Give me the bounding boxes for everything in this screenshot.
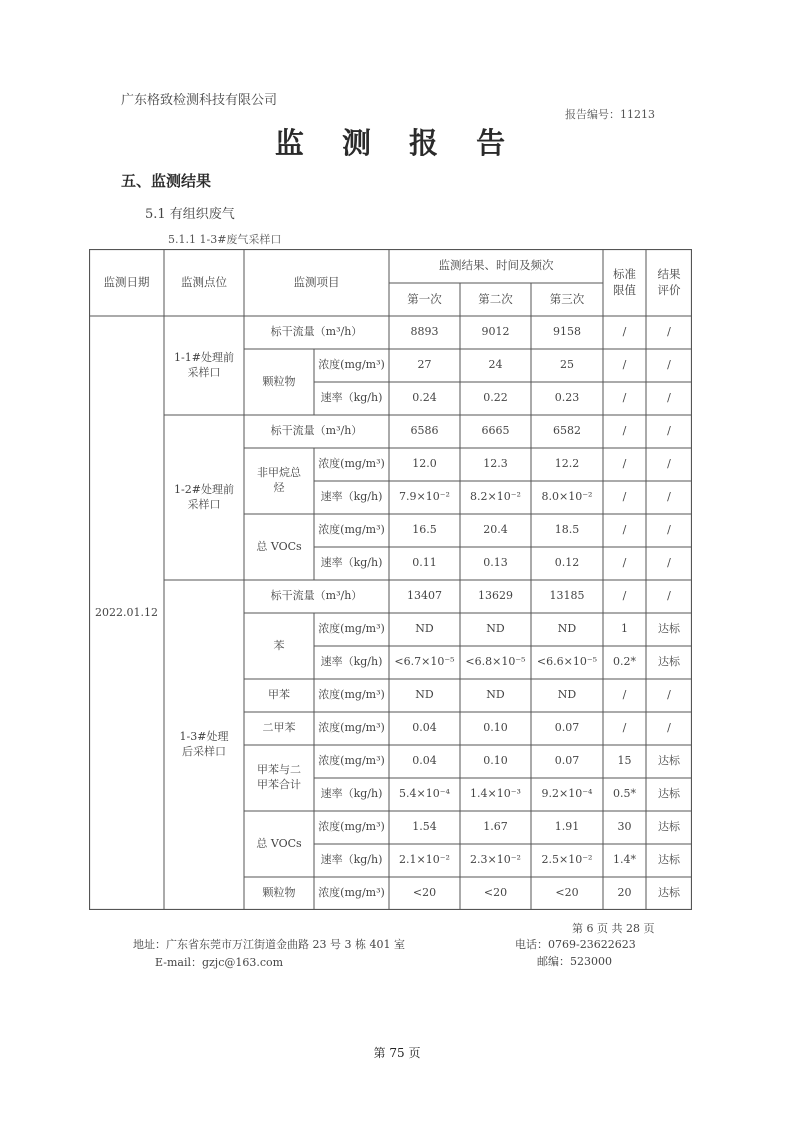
- value-first: 16.5: [412, 523, 437, 537]
- value-limit: 0.2*: [613, 655, 636, 669]
- param-rate: 速率（kg/h): [320, 556, 383, 570]
- value-first: 0.24: [412, 391, 437, 405]
- company-postcode: 邮编：523000: [537, 955, 612, 968]
- item-flow-3: 标干流量（m³/h）: [270, 589, 363, 603]
- value-first: ND: [415, 688, 434, 702]
- value-third: 0.23: [554, 391, 580, 405]
- value-eval: /: [667, 688, 671, 702]
- header-limit: 标准限值: [613, 266, 636, 297]
- value-limit: 15: [617, 754, 632, 768]
- value-eval: 达标: [658, 853, 680, 867]
- value-first: 27: [417, 358, 432, 372]
- value-third: 2.5×10⁻²: [541, 853, 593, 867]
- value-limit: /: [622, 358, 627, 372]
- value-limit: /: [622, 391, 627, 405]
- value-eval: 达标: [658, 655, 680, 669]
- param-rate: 速率（kg/h): [320, 391, 383, 405]
- value-first: <6.7×10⁻⁵: [394, 655, 455, 669]
- header-eval: 结果评价: [657, 266, 681, 297]
- value-eval: 达标: [658, 622, 680, 636]
- value-limit: 30: [617, 820, 632, 834]
- value-eval: 达标: [658, 886, 680, 900]
- param-conc: 浓度(mg/m³): [318, 457, 385, 471]
- value-second: 0.10: [483, 754, 508, 768]
- section-heading: 五、监测结果: [121, 172, 212, 190]
- value-third: <6.6×10⁻⁵: [536, 655, 598, 669]
- value-second: 12.3: [483, 457, 508, 471]
- value-limit: /: [622, 556, 627, 570]
- value-second: ND: [486, 622, 505, 636]
- value-limit: /: [622, 457, 627, 471]
- item-xylene: 二甲苯: [262, 721, 296, 735]
- value-first: 1.54: [412, 820, 437, 834]
- report-number: 报告编号：11213: [565, 108, 655, 121]
- item-particulate-1: 颗粒物: [262, 374, 296, 388]
- value-first: 0.11: [412, 556, 437, 570]
- value-second: 24: [488, 358, 503, 372]
- header-second: 第二次: [478, 291, 513, 306]
- param-conc: 浓度(mg/m³): [318, 721, 385, 735]
- value-limit: /: [622, 523, 627, 537]
- header-first: 第一次: [407, 291, 442, 306]
- value-eval: /: [667, 457, 671, 471]
- value-eval: 达标: [658, 754, 680, 768]
- param-rate: 速率（kg/h): [320, 655, 383, 669]
- point-1-3: 1-3#处理后采样口: [179, 730, 229, 758]
- item-nmhc: 非甲烷总烃: [257, 466, 301, 494]
- value-third: 25: [560, 358, 574, 372]
- value-second: 0.10: [483, 721, 508, 735]
- value-first: 6586: [410, 424, 439, 438]
- value-eval: /: [667, 490, 671, 504]
- value-limit: /: [622, 490, 627, 504]
- value-third: <20: [555, 886, 579, 900]
- value-second: 0.22: [483, 391, 508, 405]
- value-first: 0.04: [412, 721, 437, 735]
- param-rate: 速率（kg/h): [320, 853, 383, 867]
- value-eval: /: [667, 424, 671, 438]
- value-third: ND: [557, 622, 577, 636]
- value-limit: /: [622, 589, 627, 603]
- value-first: 5.4×10⁻⁴: [399, 787, 450, 801]
- value-limit: 0.5*: [613, 787, 636, 801]
- value-first: 7.9×10⁻²: [399, 490, 450, 504]
- value-eval: /: [667, 325, 671, 339]
- value-limit: 1: [621, 622, 628, 636]
- item-tx-total: 甲苯与二甲苯合计: [257, 763, 301, 791]
- value-first: 13407: [407, 589, 442, 603]
- value-eval: /: [667, 391, 671, 405]
- point-1-2: 1-2#处理前采样口: [174, 482, 234, 511]
- value-second: 0.13: [483, 556, 508, 570]
- value-limit: 1.4*: [613, 853, 636, 867]
- value-third: 0.07: [554, 754, 580, 768]
- value-third: 12.2: [554, 457, 580, 471]
- value-second: 20.4: [483, 523, 508, 537]
- value-first: 12.0: [412, 457, 437, 471]
- subsection-heading: 5.1 有组织废气: [145, 207, 235, 222]
- value-limit: /: [622, 424, 627, 438]
- param-conc: 浓度(mg/m³): [318, 622, 385, 636]
- value-third: 8.0×10⁻²: [541, 490, 593, 504]
- value-third: 0.12: [554, 556, 580, 570]
- value-third: 0.07: [554, 721, 580, 735]
- param-conc: 浓度(mg/m³): [318, 886, 385, 900]
- value-eval: /: [667, 358, 671, 372]
- value-first: 0.04: [412, 754, 437, 768]
- value-limit: /: [622, 688, 627, 702]
- param-conc: 浓度(mg/m³): [318, 820, 385, 834]
- header-third: 第三次: [549, 291, 585, 306]
- value-second: ND: [486, 688, 505, 702]
- value-eval: 达标: [658, 787, 680, 801]
- param-conc: 浓度(mg/m³): [318, 523, 385, 537]
- param-conc: 浓度(mg/m³): [318, 754, 385, 768]
- param-rate: 速率（kg/h): [320, 787, 383, 801]
- company-telephone: 电话：0769-23622623: [515, 938, 636, 951]
- value-third: 9158: [553, 325, 581, 339]
- point-1-1: 1-1#处理前采样口: [174, 350, 234, 379]
- value-first: 2.1×10⁻²: [399, 853, 450, 867]
- value-eval: 达标: [658, 820, 680, 834]
- item-particulate-3: 颗粒物: [262, 886, 296, 900]
- value-eval: /: [667, 523, 671, 537]
- value-second: <6.8×10⁻⁵: [465, 655, 526, 669]
- value-eval: /: [667, 721, 671, 735]
- value-first: <20: [412, 886, 437, 900]
- item-flow-1: 标干流量（m³/h）: [270, 325, 363, 339]
- sampling-port-heading: 5.1.1 1-3#废气采样口: [168, 233, 282, 246]
- header-point: 监测点位: [181, 274, 227, 289]
- value-second: <20: [483, 886, 508, 900]
- value-eval: /: [667, 556, 671, 570]
- value-limit: /: [622, 721, 627, 735]
- param-conc: 浓度(mg/m³): [318, 358, 385, 372]
- param-rate: 速率（kg/h): [320, 490, 383, 504]
- item-vocs-2: 总 VOCs: [256, 539, 302, 553]
- value-first: 8893: [410, 325, 439, 339]
- header-date: 监测日期: [103, 274, 150, 289]
- header-results: 监测结果、时间及频次: [438, 258, 554, 273]
- value-third: 1.91: [554, 820, 580, 834]
- value-first: ND: [415, 622, 434, 636]
- value-third: ND: [557, 688, 577, 702]
- company-address: 地址：广东省东莞市万江街道金曲路 23 号 3 栋 401 室: [133, 938, 405, 951]
- document-page-number: 第 75 页: [373, 1046, 421, 1060]
- value-second: 1.67: [483, 820, 508, 834]
- monitoring-results-table: [89, 249, 692, 910]
- value-third: 13185: [549, 589, 585, 603]
- item-benzene: 苯: [273, 638, 285, 652]
- value-second: 6665: [481, 424, 510, 438]
- value-third: 9.2×10⁻⁴: [541, 787, 593, 801]
- value-limit: /: [622, 325, 627, 339]
- value-second: 8.2×10⁻²: [470, 490, 521, 504]
- report-page-mark: 第 6 页 共 28 页: [572, 922, 655, 935]
- value-eval: /: [667, 589, 671, 603]
- value-second: 1.4×10⁻³: [470, 787, 521, 801]
- item-toluene: 甲苯: [268, 688, 290, 702]
- value-third: 6582: [553, 424, 581, 438]
- value-second: 13629: [478, 589, 513, 603]
- param-conc: 浓度(mg/m³): [318, 688, 385, 702]
- monitoring-date: 2022.01.12: [95, 605, 158, 619]
- value-second: 9012: [481, 325, 510, 339]
- company-email: E-mail：gzjc@163.com: [155, 956, 284, 969]
- header-item: 监测项目: [293, 274, 340, 289]
- item-vocs-3: 总 VOCs: [256, 836, 302, 850]
- value-limit: 20: [617, 886, 632, 900]
- company-name: 广东格致检测科技有限公司: [121, 93, 278, 108]
- item-flow-2: 标干流量（m³/h）: [270, 424, 363, 438]
- value-third: 18.5: [554, 523, 580, 537]
- report-title: 监 测 报 告: [274, 126, 520, 160]
- value-second: 2.3×10⁻²: [470, 853, 521, 867]
